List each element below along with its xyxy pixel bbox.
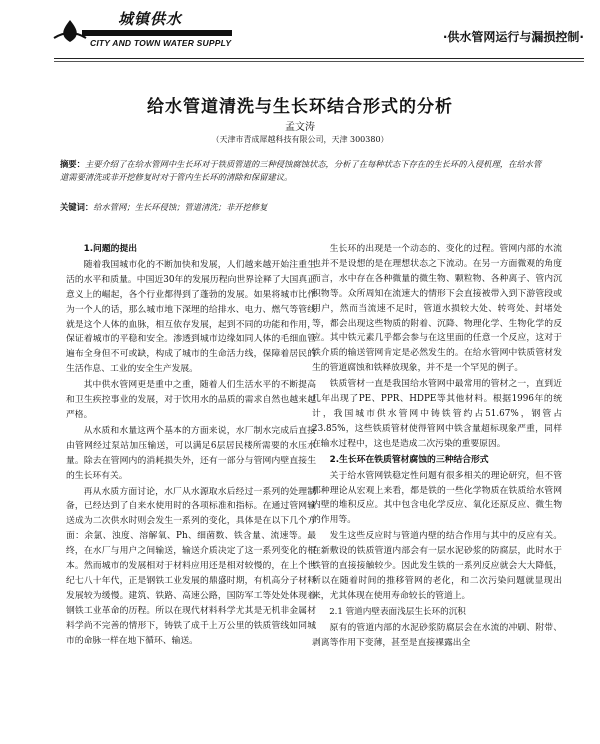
section-label: ·供水管网运行与漏损控制· [442,30,584,44]
journal-logo-english: CITY AND TOWN WATER SUPPLY [90,38,232,48]
article-author: 孟文涛 [285,122,315,133]
paragraph: 其中供水管网更是重中之重，随着人们生活水平的不断提高和卫生疾控事业的发展，对于饮用水的品质的需求自然也越来越严格。 [66,380,316,420]
keywords-text: 给水管网；生长环侵蚀；管道清洗；非开挖修复 [93,202,268,212]
paragraph: 从水质和水量这两个基本的方面来说，水厂制水完成后直接由管网经过泵站加压输送，可以满足6层居民楼所需要的水压水量。除去在管网内的消耗损失外，还有一部分与管网内壁直接生的生长环有关。 [66,425,316,481]
right-column [312,242,562,651]
section-heading-2: 2.生长环在铁质管材腐蚀的三种结合形式 [329,454,489,465]
section-heading-1: 1.问题的提出 [83,244,138,254]
keywords [60,201,546,213]
subsection-heading-2-1: 2.1 管道内壁表面浅层生长环的沉积 [329,606,466,617]
paragraph: 再从水质方面讨论，水厂从水源取水后经过一系列的处理制备，已经达到了自来水使用时的各项标准和指标。在通过管网输送成为二次供水时则会发生一系列的变化，具体是在以下几个方面：余氯、浊度、溶解氧、Ph、细菌数、铁含量、流速等。最终，在水厂与用户之间输送，输送介质决定了这一系列变化的根本。然而城市的发展相对于材料应用还是相对较慢的，在上个世纪七八十年代，正是钢铁工业发展的鼎盛时期，有机高分子材料发展较为缓慢。建筑、铁路、高速公路，国防军工等处处体现着钢铁工业革命的历程。所以在现代材料科学尤其是无机非金属材料学尚不完善的情形下，铸铁了成千上万公里的铁质管线如同城市的命脉一样在地下循环、输送。 [66,486,316,646]
paragraph: 原有的管道内部的水泥砂浆防腐层会在水流的冲刷、附带、剥离等作用下变薄，甚至是直接裸露出全 [312,622,562,648]
abstract-text: 主要介绍了在给水管网中生长环对于铁质管道的三种侵蚀腐蚀状态，分析了在每种状态下存在的生长环的入侵机理，在给水管道需要清洗或非开挖修复时对于管内生长环的清除和保留建议。 [60,159,542,182]
keywords-label: 关键词： [60,202,94,212]
left-column [66,242,316,649]
paragraph: 随着我国城市化的不断加快和发展，人们越来越开始注重生活的水平和质量。中国近30年的发展历程向世界诠释了大国真正意义上的崛起，各个行业都得到了蓬勃的发展。如果将城市比作为一个人的话，那么城市地下深埋的给排水、电力、燃气等管线就是这个人体的血脉，相互依存发展，起到不同的功能和作用，保证着城市的平稳和安全。渗透到城市边缘如同人体的毛细血管遍布全身但不可或缺，构成了城市的生命活力线，保障着居民的生活作息、工业的安全生产发展。 [66,259,316,375]
abstract [60,158,546,184]
abstract-label: 摘要： [60,159,85,169]
header-divider-thin [54,61,584,62]
paragraph: 发生这些反应时与管道内壁的结合作用与其中的反应有关。在新敷设的铁质管道内部会有一层水泥砂浆的防腐层，此时水于铁管的直接接触较少。因此发生铁的一系列反应就会大大降低，所以在随着时间的推移管网的老化，和二次污染问题就显现出来，尤其体现在使用寿命较长的管道上。 [312,531,562,601]
header-divider [54,58,584,59]
journal-logo-chinese: 城镇供水 [118,10,183,28]
author-affiliation: （天津市青成犀越科技有限公司，天津 300380） [211,135,389,144]
article-title: 给水管道清洗与生长环结合形式的分析 [147,97,453,117]
paragraph: 铁质管材一直是我国给水管网中最常用的管材之一，直到近几年出现了PE、PPR、HDPE等其他材料。根据1996年的统计，我国城市供水管网中铸铁管约占51.67%，钢管占23.85%，这些铁质管材使得管网中铁含量超标现象严重，同样在输水过程中，这也是造成二次污染的重要原因。 [312,379,562,449]
paragraph: 关于给水管网铁稳定性问题有很多相关的理论研究，但不管那种理论从宏观上来看，都是铁的一些化学物质在铁质给水管网内壁的堆积反应。其中包含电化学反应、氧化还原反应、微生物的作用等。 [312,470,562,526]
logo-bar [82,30,232,36]
paragraph: 生长环的出现是一个动态的、变化的过程。管网内部的水流也并不是设想的是在理想状态之下流动。在另一方面微观的角度而言，水中存在各种微量的微生物、颗粒物、各种离子、管内沉积物等。众所周知在流速大的情形下会直接被带入到下游管段或用户，然而当流速不足时，管道水损较大处、转弯处、封堵处等，都会出现这些物质的附着、沉降、物理化学、生物化学的反应。其中铁元素几乎都会参与在这里面的任意一个反应，这对于铁介质的输送管网肯定是必然发生的。在给水管网中铁质管材发生的管道腐蚀和铁释放现象，并不是一个罕见的例子。 [312,244,562,374]
journal-header [0,0,600,64]
